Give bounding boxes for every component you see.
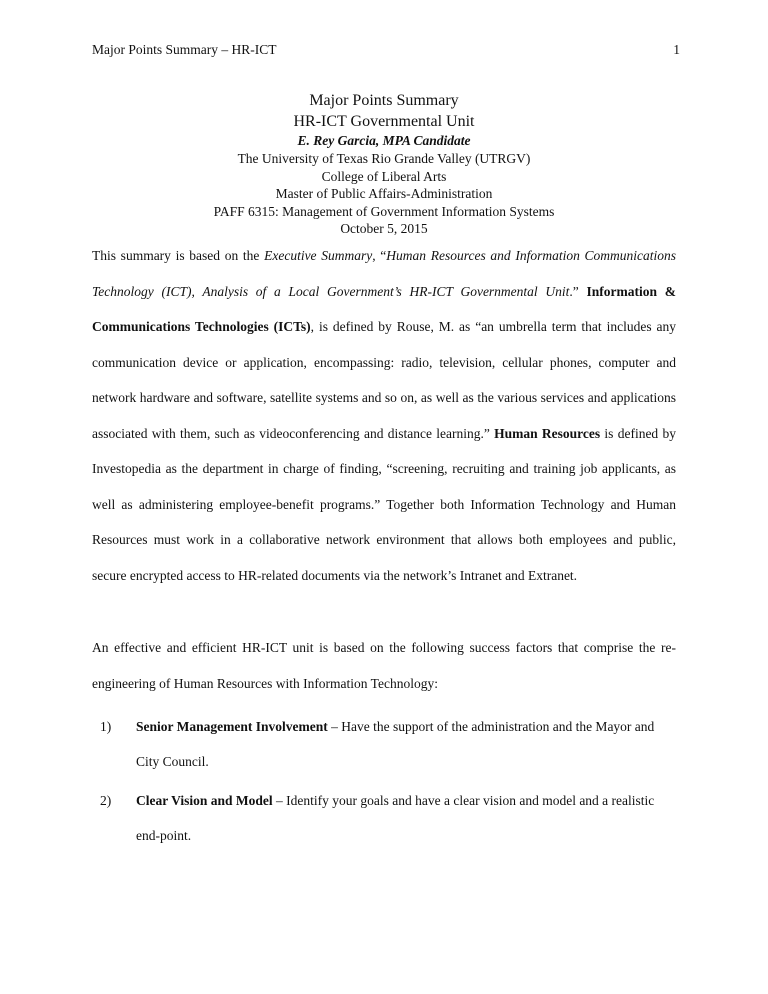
list-item-text: – Identify your goals and have a clear vision and model and a realistic end-point. [136,793,655,843]
page-number: 1 [673,42,680,57]
program-name: Master of Public Affairs-Administration [275,186,493,201]
list-item-text: – Have the support of the administration and the Mayor and City Council. [136,719,655,769]
intro-paragraph [92,238,676,593]
course-name: PAFF 6315: Management of Government Information Systems [213,203,555,219]
title-block [92,90,676,238]
list-item [92,709,676,779]
list-item-title: Clear Vision and Model [136,793,273,808]
hr-definition: is defined by Investopedia as the department in charge of finding, “screening, recruiting and training job applicants, as well as administering employee-benefit programs.” Together both Information Technology and Human Resources must work in a collaborative network environment that allows both employees and public, secure encrypted access to HR-related documents via the network’s Intranet and Extranet. [92,425,676,583]
report-title-ref: Human Resources and Information Communications Technology (ICT), Analysis of a Local Government’s HR-ICT Governmental Unit [92,248,677,299]
executive-summary-ref: Executive Summary [264,248,373,263]
list-number: 1) [100,719,112,734]
list-item-title: Senior Management Involvement [136,719,328,734]
university-name: The University of Texas Rio Grande Valley (UTRGV) [237,151,531,166]
author-name: E. Rey Garcia, MPA Candidate [297,133,471,148]
ict-definition: , is defined by Rouse, M. as “an umbrella term that includes any communication device or application, encompassing: radio, television, cellular phones, computer and network hardware and software, satellite systems and so on, as well as the various services and applications associated with them, such as videoconferencing and distance learning.” [92,319,676,441]
document-date: October 5, 2015 [340,221,428,236]
intro-text-3: .” [569,283,587,299]
hr-term: Human Resources [494,425,601,441]
success-factors-list [92,709,676,857]
ict-term: Information & Communications Technologies (ICTs) [92,283,676,334]
intro-text-2: , “ [372,248,387,263]
list-number: 2) [100,793,112,808]
intro-text-1: This summary is based on the [92,248,265,263]
college-name: College of Liberal Arts [321,168,447,184]
document-subtitle: HR-ICT Governmental Unit [293,113,475,130]
document-title: Major Points Summary [309,92,459,109]
list-item [92,783,676,853]
success-factors-intro: An effective and efficient HR-ICT unit is based on the following success factors that comprise the re-engineering of Human Resources with Information Technology: [92,640,676,691]
running-head: Major Points Summary – HR-ICT [92,42,277,57]
